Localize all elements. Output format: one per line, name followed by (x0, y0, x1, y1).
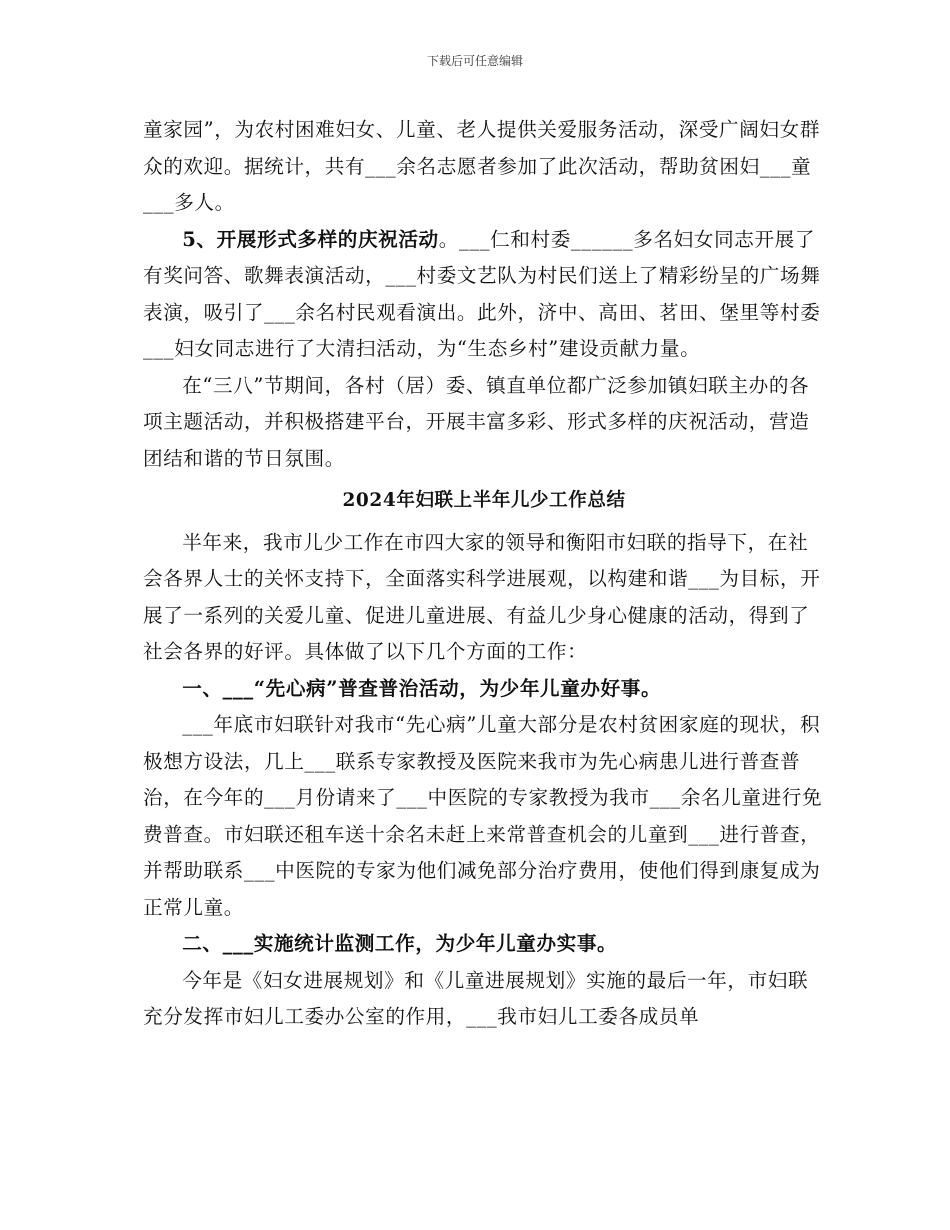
paragraph-celebration (143, 222, 825, 368)
paragraph-celebration-body: 。___仁和村委______多名妇女同志开展了有奖问答、歌舞表演活动，___村委文艺队为村民们送上了精彩纷呈的广场舞表演，吸引了___余名村民观看演出。此外，济中、高田、茗田、堡里等村委___妇女同志进行了大清扫活动，为“生态乡村”建设贡献力量。 (143, 227, 821, 360)
document-title: 2024年妇联上半年儿少工作总结 (342, 490, 626, 511)
page-header: 下载后可任意编辑 (426, 54, 523, 68)
document-body (143, 112, 825, 1036)
paragraph-monitoring: 今年是《妇女进展规划》和《儿童进展规划》实施的最后一年，市妇联充分发挥市妇儿工委办公室的作用，___我市妇儿工委各成员单 (143, 968, 809, 1028)
paragraph-heart-disease: ___年底市妇联针对我市“先心病”儿童大部分是农村贫困家庭的现状，积极想方设法，几上___联系专家教授及医院来我市为先心病患儿进行普查普治，在今年的___月份请来了___中医院的专家教授为我市___余名儿童进行免费普查。市妇联还租车送十余名未赶上来常普查机会的儿童到___进行普查，并帮助联系___中医院的专家为他们减免部分治疗费用，使他们得到康复成为正常儿童。 (143, 713, 823, 919)
section-heading-celebration: 5、开展形式多样的庆祝活动 (182, 227, 439, 251)
paragraph-intro: 半年来，我市儿少工作在市四大家的领导和衡阳市妇联的指导下，在社会各界人士的关怀支持下，全面落实科学进展观，以构建和谐___为目标，开展了一系列的关爱儿童、促进儿童进展、有益儿少身心健康的活动，得到了社会各界的好评。具体做了以下几个方面的工作： (143, 530, 821, 663)
paragraph-womens-day: 在“三八”节期间，各村（居）委、镇直单位都广泛参加镇妇联主办的各项主题活动，并积极搭建平台，开展丰富多彩、形式多样的庆祝活动，营造团结和谐的节日氛围。 (143, 373, 810, 470)
section-heading-2: 二、___实施统计监测工作，为少年儿童办实事。 (182, 932, 618, 955)
paragraph-continuation: 童家园”，为农村困难妇女、儿童、老人提供关爱服务活动，深受广阔妇女群众的欢迎。据统计，共有___余名志愿者参加了此次活动，帮助贫困妇___童___多人。 (143, 118, 821, 214)
section-heading-1: 一、___“先心病”普查普治活动，为少年儿童办好事。 (182, 676, 662, 700)
